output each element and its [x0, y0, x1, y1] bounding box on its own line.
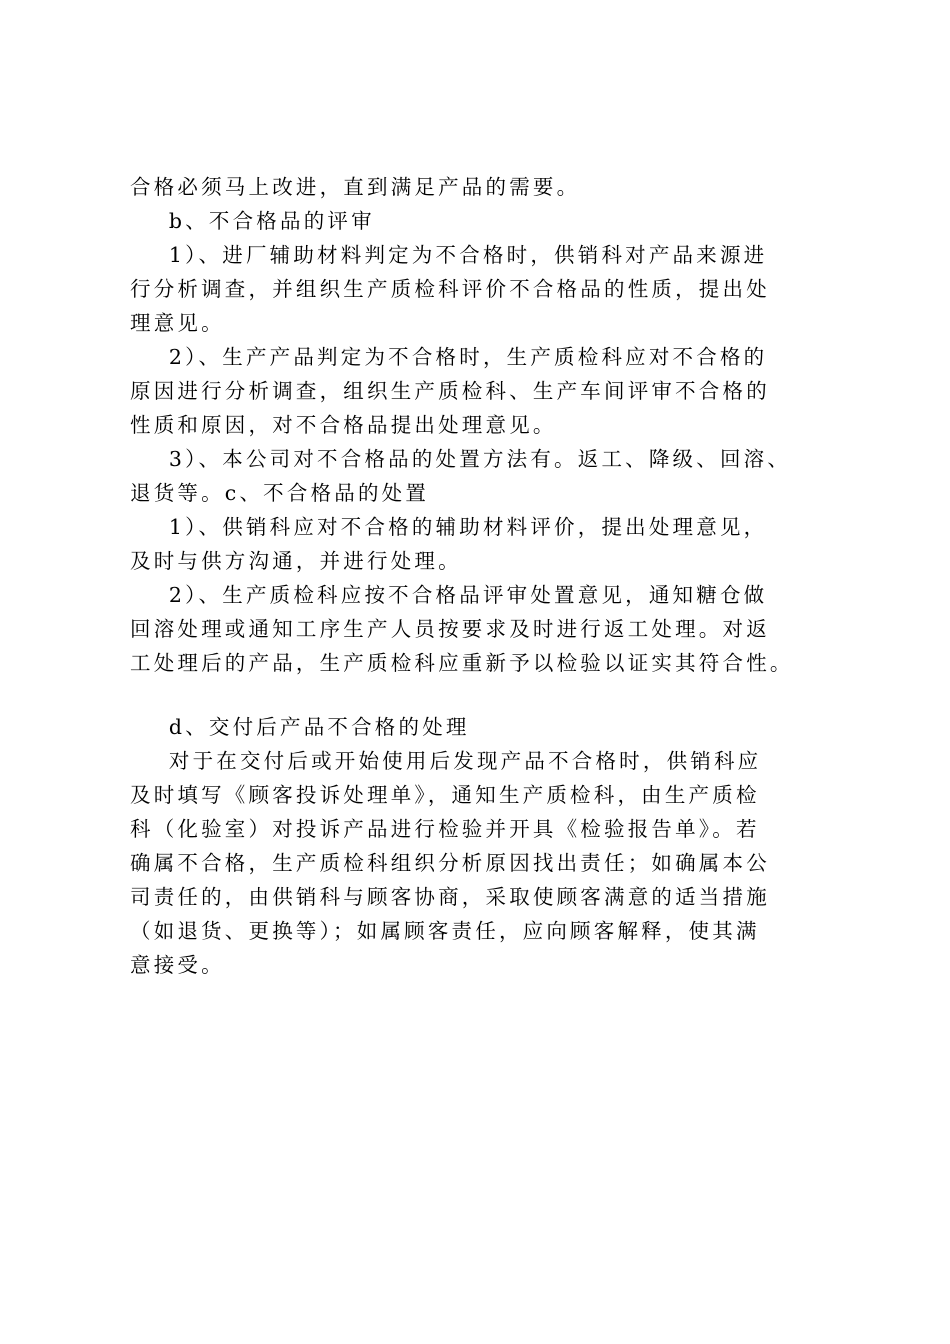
text-line: 科（化验室）对投诉产品进行检验并开具《检验报告单》。若 — [130, 817, 760, 841]
text-line: 3）、本公司对不合格品的处置方法有。返工、降级、回溶、 — [130, 447, 792, 471]
text-line: 2）、生产产品判定为不合格时，生产质检科应对不合格的 — [130, 345, 768, 369]
text-line: 及时填写《顾客投诉处理单》，通知生产质检科，由生产质检 — [130, 783, 760, 807]
text-line: 性质和原因，对不合格品提出处理意见。 — [130, 413, 557, 437]
text-line: 原因进行分析调查，组织生产质检科、生产车间评审不合格的 — [130, 379, 770, 403]
text-line: 及时与供方沟通，并进行处理。 — [130, 549, 462, 573]
text-line: 退货等。c、不合格品的处置 — [130, 481, 430, 505]
paragraph-gap — [130, 680, 850, 710]
text-line: （如退货、更换等）；如属顾客责任，应向顾客解释，使其满 — [130, 919, 760, 943]
text-line: 意接受。 — [130, 953, 225, 977]
text-line: 司责任的，由供销科与顾客协商，采取使顾客满意的适当措施 — [130, 885, 770, 909]
text-line: 回溶处理或通知工序生产人员按要求及时进行返工处理。对返 — [130, 617, 770, 641]
text-line: 1）、进厂辅助材料判定为不合格时，供销科对产品来源进 — [130, 243, 768, 267]
text-line: 行分析调查，并组织生产质检科评价不合格品的性质，提出处 — [130, 277, 770, 301]
text-line: 理意见。 — [130, 311, 225, 335]
document-body — [130, 170, 850, 982]
text-line: 工处理后的产品，生产质检科应重新予以检验以证实其符合性。 — [130, 651, 794, 675]
text-line: 确属不合格，生产质检科组织分析原因找出责任；如确属本公 — [130, 851, 770, 875]
text-line: 1）、供销科应对不合格的辅助材料评价，提出处理意见， — [130, 515, 768, 539]
section-heading: b、不合格品的评审 — [130, 209, 375, 233]
text-line: 合格必须马上改进，直到满足产品的需要。 — [130, 175, 581, 199]
text-line: 2）、生产质检科应按不合格品评审处置意见，通知糖仓做 — [130, 583, 768, 607]
section-heading: d、交付后产品不合格的处理 — [130, 715, 470, 739]
text-line: 对于在交付后或开始使用后发现产品不合格时，供销科应 — [130, 749, 762, 773]
